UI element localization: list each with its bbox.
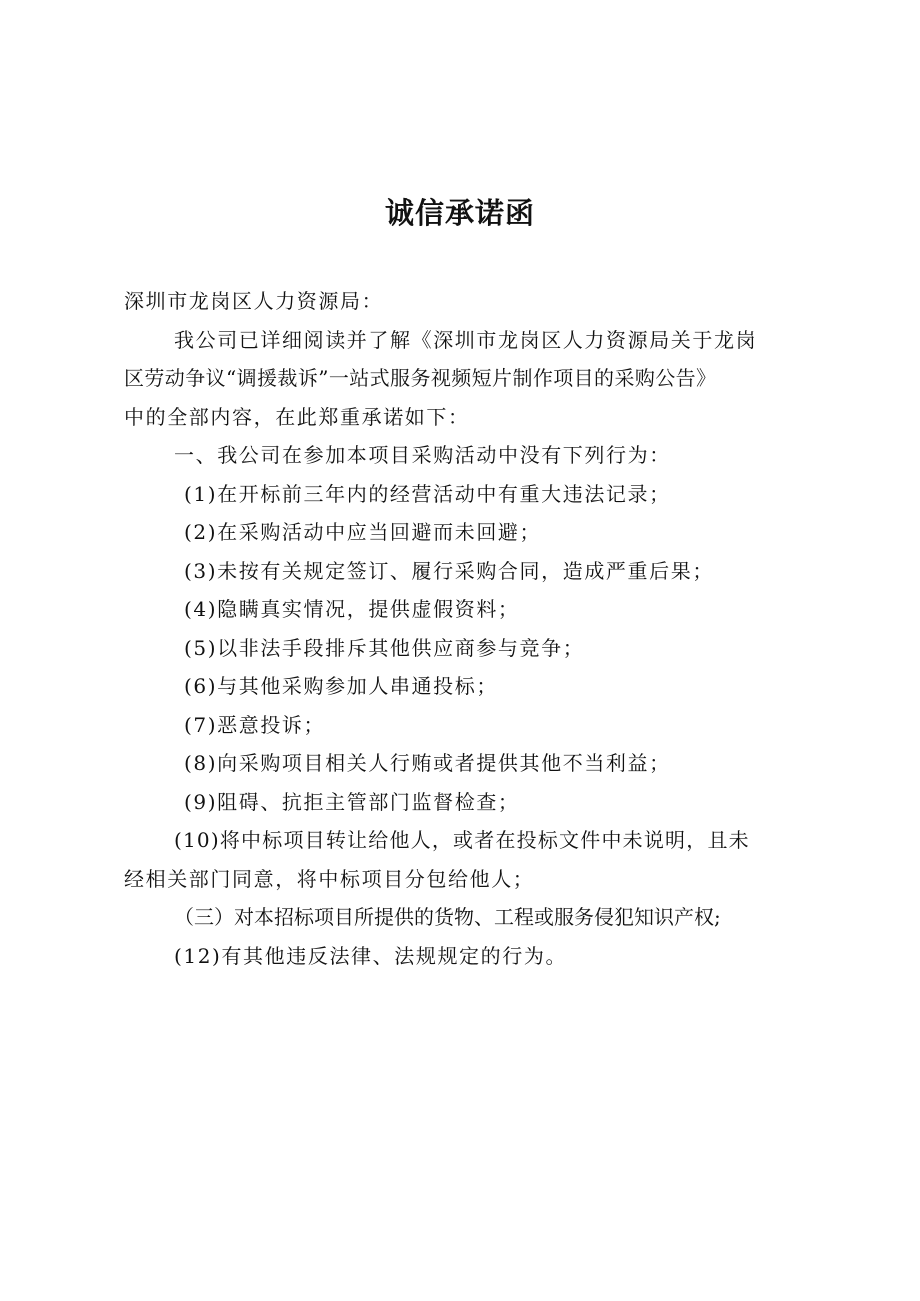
clause-2: (2)在采购活动中应当回避而未回避；	[184, 520, 542, 544]
intro-line-2: 区劳动争议“调援裁诉”一站式服务视频短片制作项目的采购公告》	[124, 366, 717, 390]
clause-7: (7)恶意投诉；	[184, 712, 326, 737]
clause-10-line-2: 经相关部门同意，将中标项目分包给他人；	[124, 866, 535, 891]
section-one-heading: 一、我公司在参加本项目采购活动中没有下列行为：	[174, 443, 671, 467]
salutation: 深圳市龙岗区人力资源局：	[124, 289, 384, 313]
clause-4: (4)隐瞒真实情况，提供虚假资料；	[184, 597, 520, 621]
clause-1: (1)在开标前三年内的经营活动中有重大违法记录；	[184, 481, 671, 506]
clause-8: (8)向采购项目相关人行贿或者提供其他不当利益；	[184, 751, 671, 775]
intro-line-1: 我公司已详细阅读并了解《深圳市龙岗区人力资源局关于龙岗	[174, 327, 758, 352]
document-title: 诚信承诺函	[384, 196, 535, 230]
intro-line-3: 中的全部内容，在此郑重承诺如下：	[124, 404, 470, 429]
clause-11: （三）对本招标项目所提供的货物、工程或服务侵犯知识产权;	[174, 905, 721, 929]
clause-5: (5)以非法手段排斥其他供应商参与竞争；	[184, 635, 585, 660]
clause-3: (3)未按有关规定签订、履行采购合同，造成严重后果；	[184, 558, 714, 583]
clause-6: (6)与其他采购参加人串通投标；	[184, 674, 498, 698]
clause-12: (12)有其他违反法律、法规规定的行为。	[174, 943, 568, 968]
document-body	[124, 282, 824, 975]
clause-9: (9)阻碍、抗拒主管部门监督检查；	[184, 789, 520, 814]
clause-10-line-1: (10)将中标项目转让给他人，或者在投标文件中未说明，且未	[174, 828, 750, 852]
